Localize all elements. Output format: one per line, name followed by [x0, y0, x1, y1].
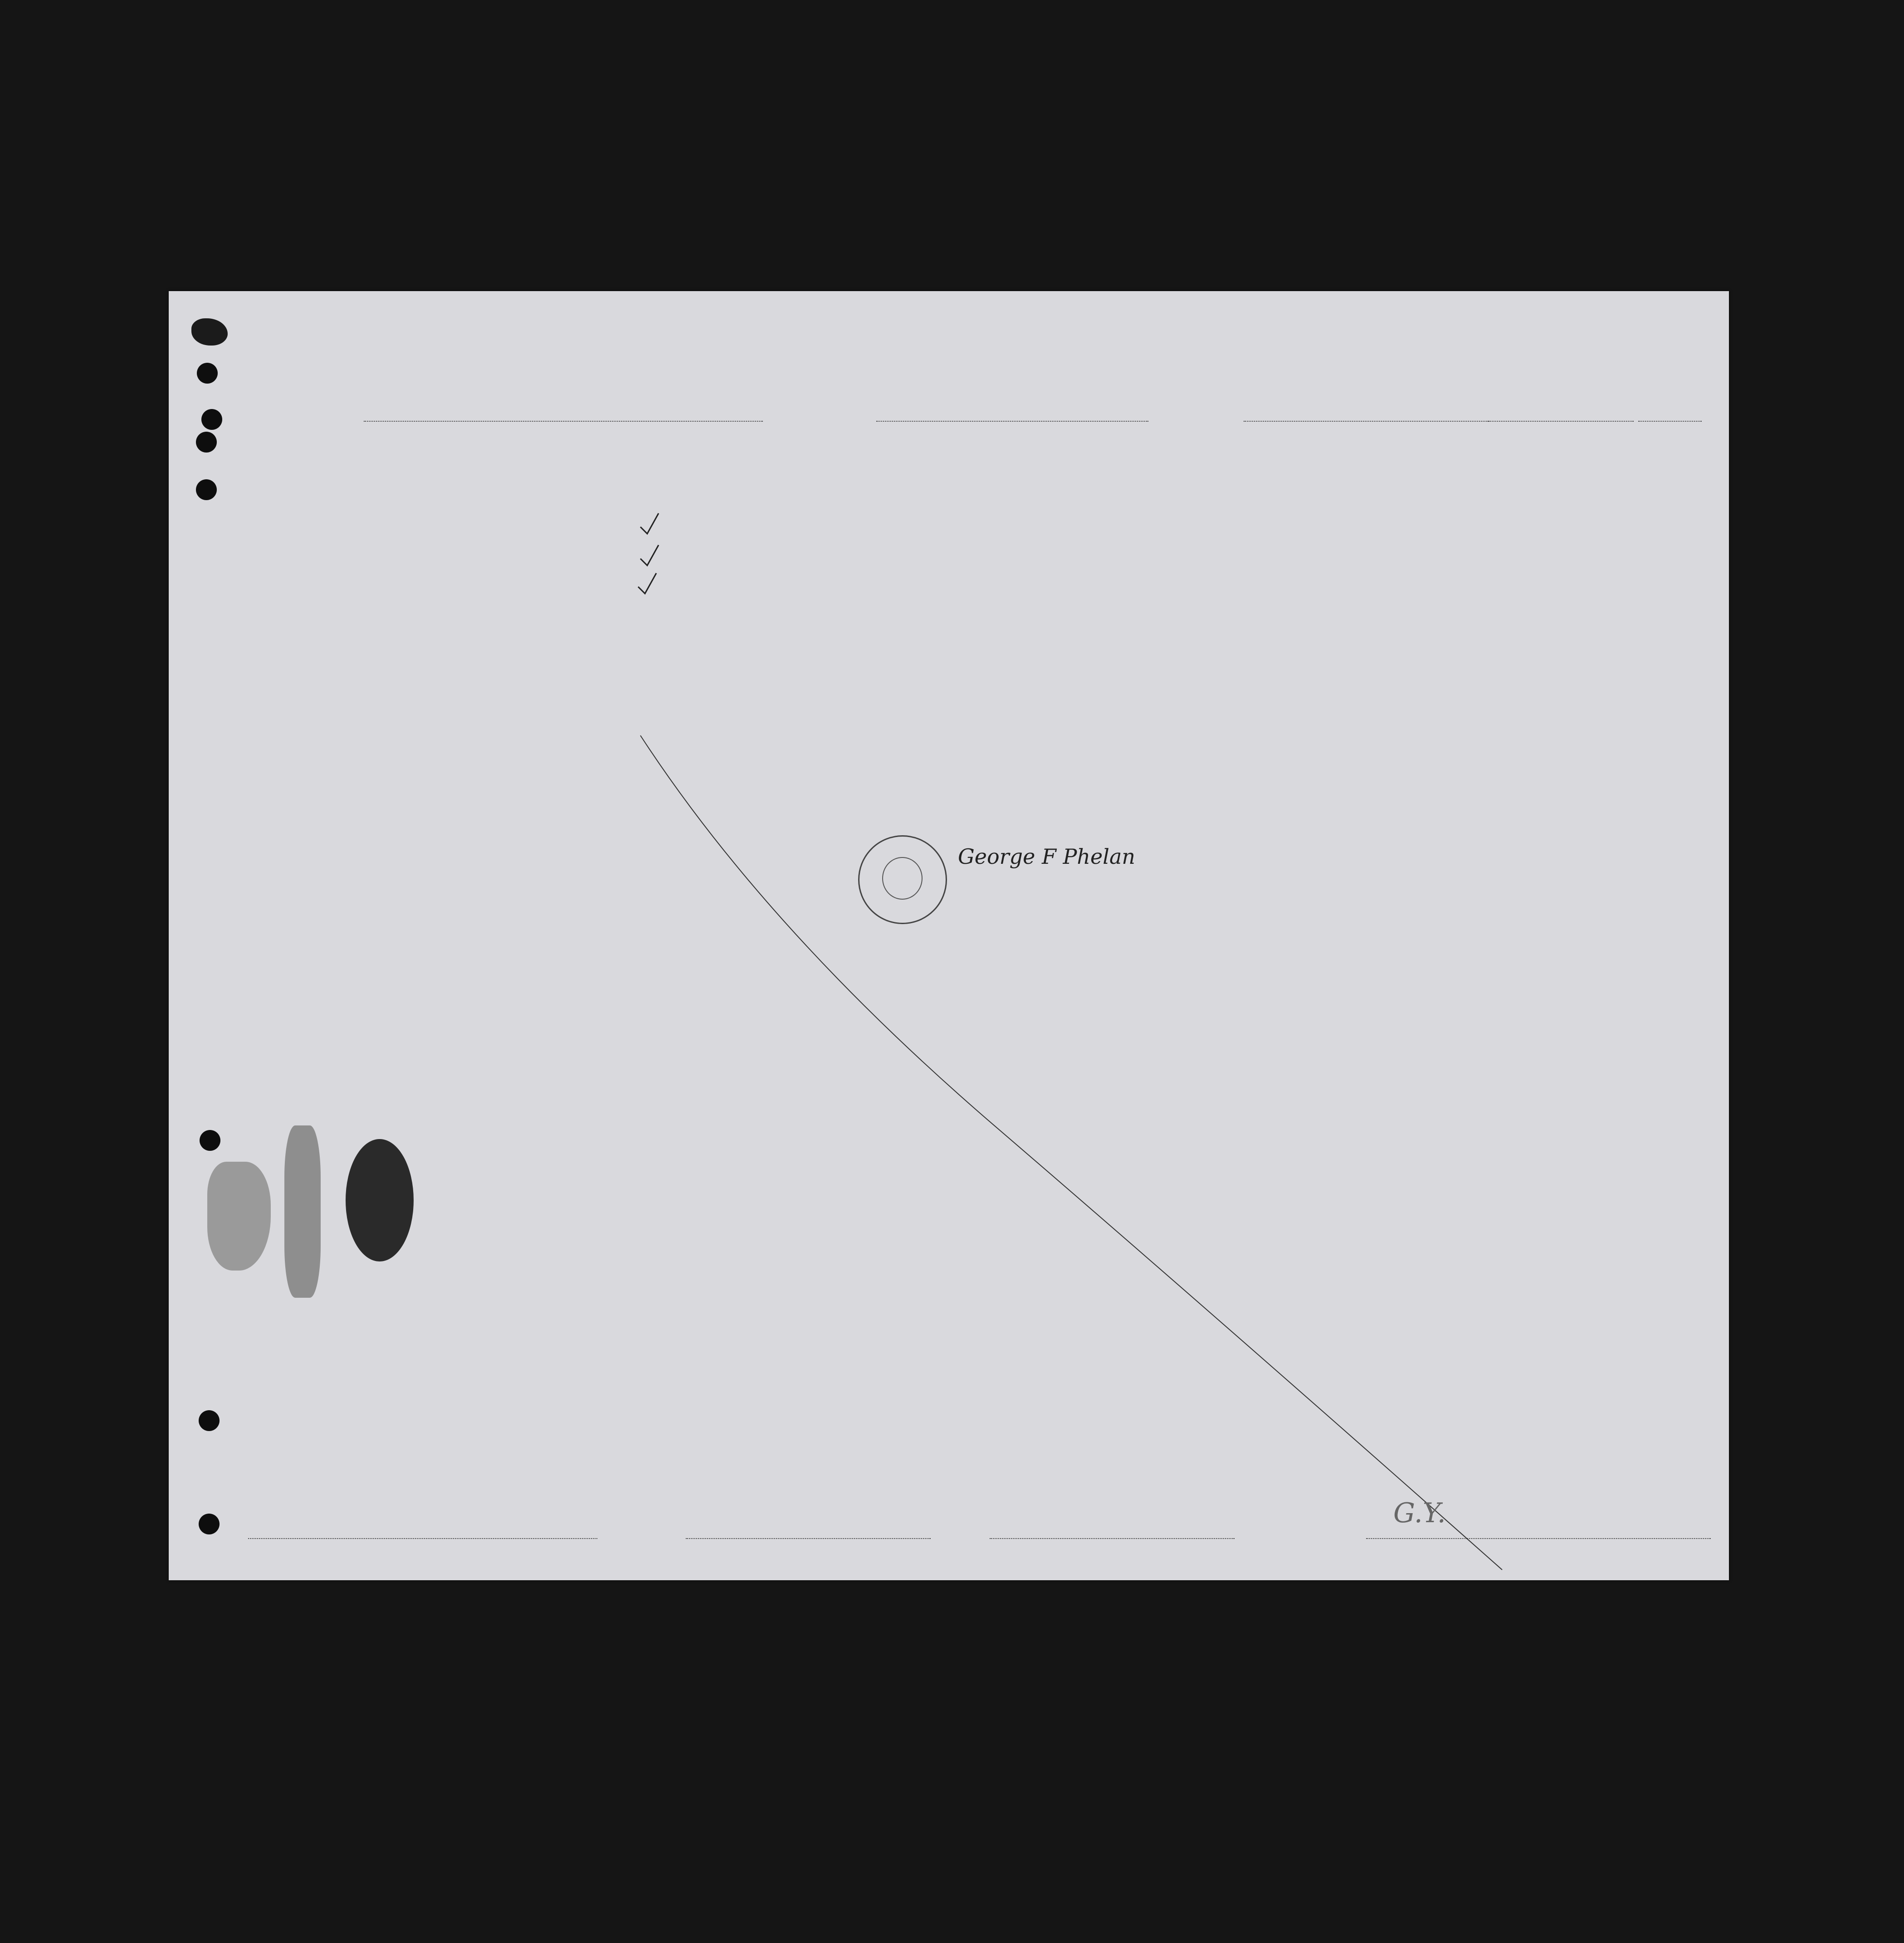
col10-header	[1049, 435, 1080, 460]
col13-header	[1250, 435, 1294, 460]
check-marks	[622, 509, 677, 618]
consul-signature: George F Phelan	[958, 844, 1136, 869]
col11-header	[1080, 435, 1164, 460]
ink-stain	[207, 1162, 271, 1271]
col1-header	[214, 435, 244, 445]
col6-header	[779, 435, 928, 446]
wax-seal-stain	[346, 1139, 414, 1261]
col9-header	[1017, 435, 1049, 460]
col14-header	[1294, 435, 1334, 460]
col3-header	[305, 435, 604, 446]
col12-header	[1164, 435, 1250, 460]
consular-stamp-area	[894, 754, 1239, 989]
col8-header	[974, 435, 1017, 444]
col15-header	[1334, 435, 1430, 448]
manifest-sheet	[169, 291, 1729, 1580]
col17-header	[1575, 435, 1679, 445]
officer-signature: G.Y.	[1393, 1497, 1446, 1529]
col4-header	[606, 435, 670, 445]
consular-seal-icon	[858, 835, 947, 924]
ink-stain	[284, 1125, 321, 1298]
col5-header	[672, 435, 776, 445]
col16-header	[1430, 435, 1575, 445]
